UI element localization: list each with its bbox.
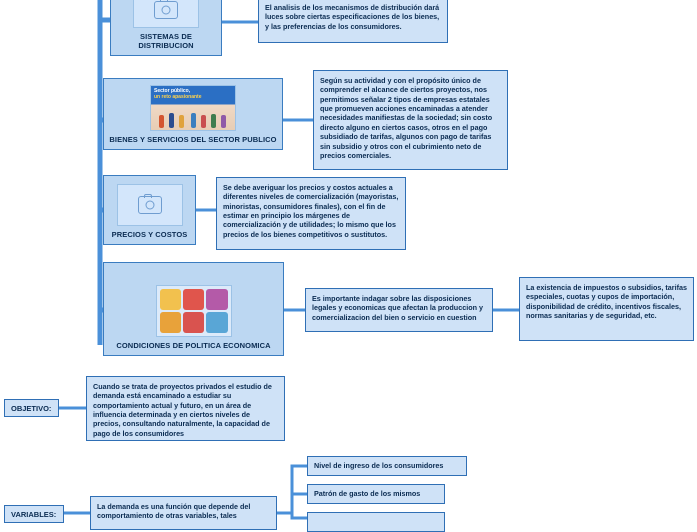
topic-caption: SISTEMAS DE DISTRIBUCION bbox=[138, 31, 194, 51]
poster-figure bbox=[169, 113, 174, 128]
camera-icon bbox=[154, 1, 178, 19]
topic-caption: CONDICIONES DE POLITICA ECONOMICA bbox=[116, 341, 271, 351]
globe-icon bbox=[206, 289, 227, 310]
objetivo-label[interactable]: OBJETIVO: bbox=[4, 399, 59, 417]
photo-placeholder-image bbox=[133, 0, 199, 28]
document-icon bbox=[160, 289, 181, 310]
topic-condiciones-politica-economica[interactable] bbox=[103, 262, 284, 356]
poster-title-line1: Sector público, bbox=[154, 88, 191, 95]
chart-icon bbox=[183, 312, 204, 333]
topic-precios-y-costos[interactable] bbox=[103, 175, 196, 245]
books-icon bbox=[183, 289, 204, 310]
poster-figure bbox=[201, 115, 206, 128]
note-condiciones-politica-economica[interactable]: Es importante indagar sobre las disposiciones legales y economicas que afectan la produccion y comercializacion del bien o servicio en cuestion bbox=[305, 288, 493, 332]
poster-figure bbox=[191, 113, 196, 128]
objetivo-text[interactable]: Cuando se trata de proyectos privados el estudio de demanda está encaminado a estudiar su comportamiento actual y futuro, en un área de influencia determinada y en ciertos niveles de precios, consultando naturalmente, la capacidad de pago de los consumidores bbox=[86, 376, 285, 441]
note-precios-y-costos[interactable]: Se debe averiguar los precios y costos actuales a diferentes niveles de comercialización (mayoristas, minoristas, consumidores finales), con el fin de estimar en principio los márgenes de comercialización y de utilidades; lo mismo que los precios de los bienes competitivos o sustitutos. bbox=[216, 177, 406, 250]
poster-title-line2: un reto apasionante bbox=[154, 94, 202, 101]
topic-caption: BIENES Y SERVICIOS DEL SECTOR PUBLICO bbox=[109, 135, 277, 145]
note-sistemas-de-distribucion[interactable]: El analisis de los mecanismos de distribución dará luces sobre ciertas especificaciones de los bienes, y las preferencias de los consumidores. bbox=[258, 0, 448, 43]
topic-sistemas-de-distribucion[interactable] bbox=[110, 0, 222, 56]
poster-figure bbox=[159, 115, 164, 128]
variables-item-nivel-ingreso[interactable]: Nivel de ingreso de los consumidores bbox=[307, 456, 467, 476]
note-condiciones-politica-economica-detalle[interactable]: La existencia de impuestos o subsidios, tarifas especiales, cuotas y cupos de importación, disponibilidad de crédito, incentivos fiscales, normas sanitarias y de seguridad, etc. bbox=[519, 277, 694, 341]
variables-label[interactable]: VARIABLES: bbox=[4, 505, 64, 523]
poster-figure bbox=[221, 115, 226, 128]
camera-icon bbox=[138, 196, 162, 214]
photo-placeholder-image bbox=[117, 184, 183, 226]
pie-chart-icon bbox=[206, 312, 227, 333]
topic-bienes-y-servicios-sector-publico[interactable] bbox=[103, 78, 283, 150]
topic-caption: PRECIOS Y COSTOS bbox=[111, 230, 188, 240]
poster-image bbox=[150, 85, 236, 131]
variables-text[interactable]: La demanda es una función que depende del comportamiento de otras variables, tales bbox=[90, 496, 277, 530]
note-bienes-y-servicios-sector-publico[interactable]: Según su actividad y con el propósito único de comprender el alcance de ciertos proyectos, nos permitimos señalar 2 tipos de empresas estatales que promueven acciones encaminadas a atender necesidades manifiestas de la sociedad; sin costo directo alguno en ciertos casos, otros en el pago subsidiado de tarifas, algunos con pago de tarifas sin subsidio y otros con el cubrimiento neto de precios comerciales. bbox=[313, 70, 508, 170]
calculator-icon bbox=[160, 312, 181, 333]
poster-title bbox=[154, 89, 202, 101]
poster-figure bbox=[211, 114, 216, 128]
variables-item-patron-gasto[interactable]: Patrón de gasto de los mismos bbox=[307, 484, 445, 504]
variables-item-partial[interactable] bbox=[307, 512, 445, 532]
poster-figure bbox=[179, 115, 184, 128]
icon-grid-image bbox=[156, 285, 232, 337]
